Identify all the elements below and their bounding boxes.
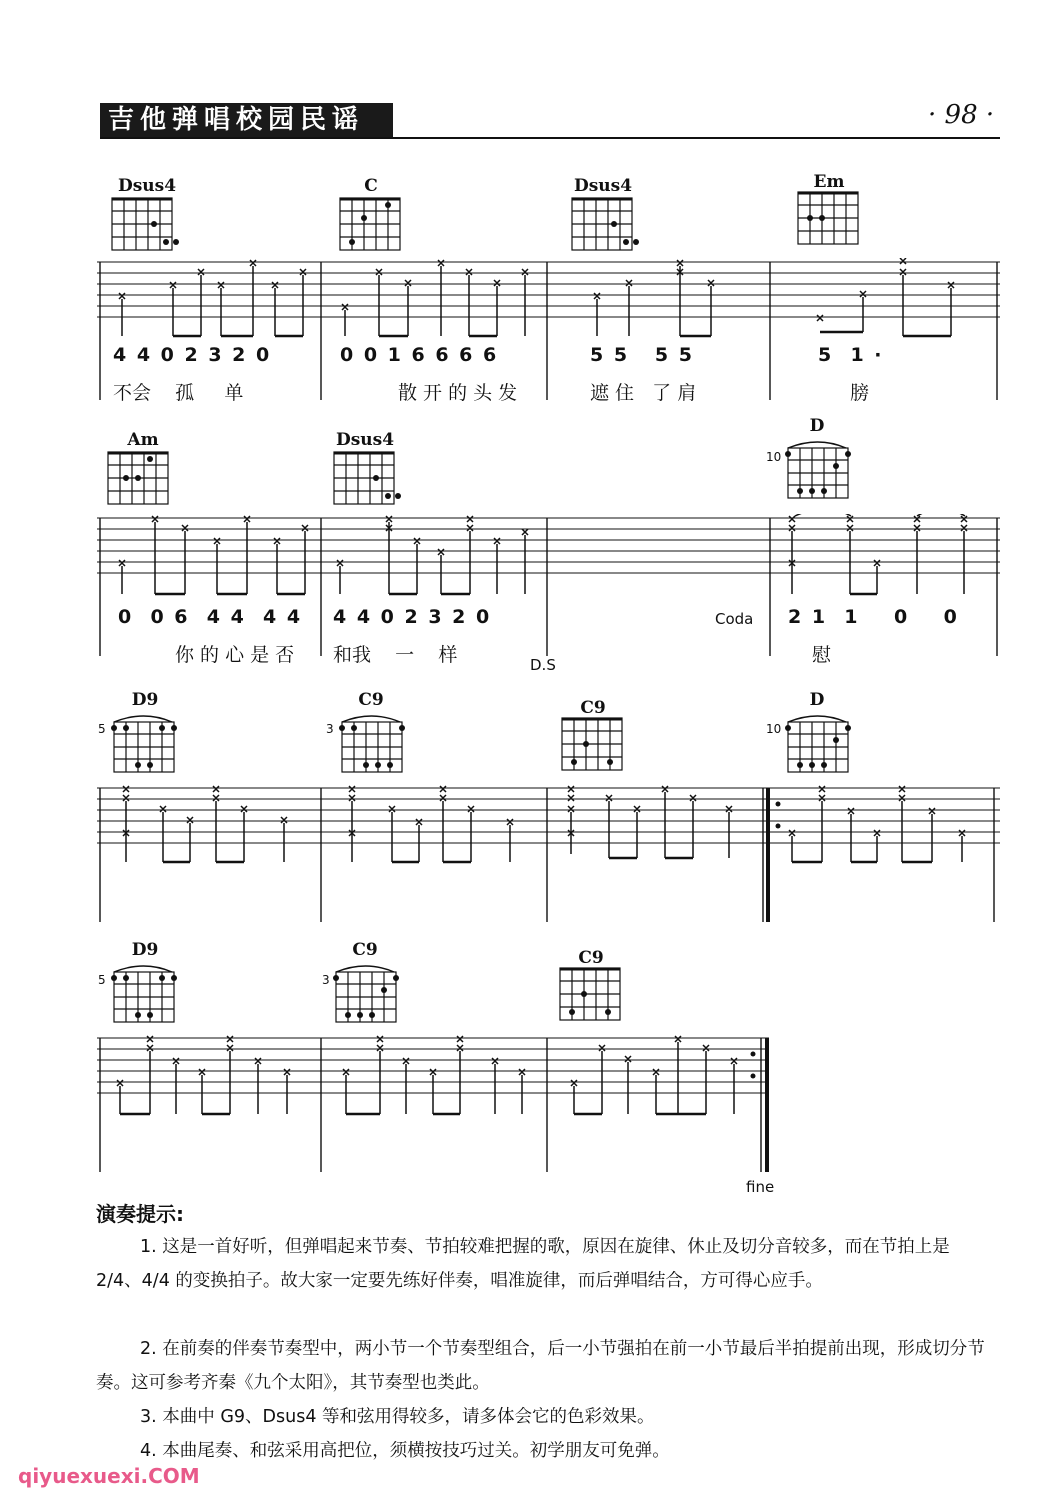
chord-diagram bbox=[330, 960, 410, 1024]
chord-label: D bbox=[809, 690, 825, 710]
jianpu-line: 0 0 6 4 4 4 4 bbox=[118, 606, 303, 628]
fine-mark: fine bbox=[746, 1178, 775, 1196]
chord-diagram bbox=[796, 190, 868, 248]
tips-title: 演奏提示: bbox=[96, 1202, 184, 1226]
chord-label: C bbox=[364, 176, 378, 196]
chord-diagram bbox=[108, 960, 188, 1024]
chord-label: D9 bbox=[131, 690, 159, 710]
page-number: · 98 · bbox=[928, 100, 995, 130]
tab-staff bbox=[97, 514, 1000, 659]
chord-diagram bbox=[560, 716, 632, 774]
chord-diagram bbox=[338, 196, 410, 254]
chord-diagram bbox=[110, 196, 182, 254]
chord-diagram bbox=[782, 436, 862, 500]
chord-fret-position: 10 bbox=[766, 722, 782, 736]
tab-staff bbox=[97, 1034, 1000, 1174]
chord-label: Am bbox=[127, 430, 159, 450]
chord-label: Dsus4 bbox=[335, 430, 395, 450]
chord-fret-position: 5 bbox=[98, 722, 106, 736]
jianpu-line: 2 1 1 0 0 bbox=[788, 606, 959, 628]
chord-diagram bbox=[106, 450, 178, 508]
tip-paragraph: 2. 在前奏的伴奏节奏型中，两小节一个节奏型组合，后一小节强拍在前一小节最后半拍提前出现，形成切分节奏。这可参考齐秦《九个太阳》，其节奏型也类此。 bbox=[96, 1339, 985, 1393]
book-title-band: 吉他弹唱校园民谣 bbox=[100, 103, 393, 137]
lyric-line: 和我 一 样 bbox=[333, 644, 458, 666]
lyric-line: 你 的 心 是 否 bbox=[175, 644, 295, 666]
coda-mark: Coda bbox=[715, 610, 754, 628]
tip-paragraph: 4. 本曲尾奏、和弦采用高把位，须横按技巧过关。初学朋友可免弹。 bbox=[140, 1441, 670, 1461]
chord-diagram bbox=[570, 196, 642, 254]
chord-label: C9 bbox=[580, 698, 606, 718]
jianpu-line: 5 5 5 5 bbox=[590, 344, 694, 366]
chord-label: Em bbox=[813, 172, 845, 192]
header-rule bbox=[100, 137, 1000, 139]
chord-fret-position: 3 bbox=[322, 973, 330, 987]
chord-label: C9 bbox=[578, 948, 604, 968]
lyric-line: 慰 bbox=[812, 644, 832, 666]
chord-diagram bbox=[336, 710, 416, 774]
lyric-line: 遮 住 了 肩 bbox=[590, 382, 697, 404]
chord-label: Dsus4 bbox=[573, 176, 633, 196]
chord-label: D bbox=[809, 416, 825, 436]
chord-diagram bbox=[558, 966, 630, 1024]
chord-label: C9 bbox=[358, 690, 384, 710]
lyric-line: 不会 孤 单 bbox=[113, 382, 244, 404]
ds-mark: D.S bbox=[530, 656, 556, 674]
jianpu-line: 4 4 0 2 3 2 0 bbox=[333, 606, 492, 628]
chord-diagram bbox=[332, 450, 404, 508]
site-watermark: qiyuexuexi.COM bbox=[18, 1464, 200, 1488]
chord-diagram bbox=[782, 710, 862, 774]
lyric-line: 膀 bbox=[850, 382, 870, 404]
chord-label: Dsus4 bbox=[117, 176, 177, 196]
jianpu-line: 5 1 · bbox=[818, 344, 884, 366]
tip-paragraph: 1. 这是一首好听，但弹唱起来节奏、节拍较难把握的歌，原因在旋律、休止及切分音较多，而在节拍上是 2/4、4/4 的变换拍子。故大家一定要先练好伴奏，唱准旋律，而后弹唱结合，方可得心应手。 bbox=[96, 1237, 950, 1291]
chord-label: D9 bbox=[131, 940, 159, 960]
jianpu-line: 0 0 1 6 6 6 6 bbox=[340, 344, 499, 366]
chord-fret-position: 5 bbox=[98, 973, 106, 987]
tip-paragraph: 3. 本曲中 G9、Dsus4 等和弦用得较多，请多体会它的色彩效果。 bbox=[140, 1407, 655, 1427]
chord-diagram bbox=[108, 710, 188, 774]
tab-staff bbox=[97, 784, 1000, 924]
chord-fret-position: 10 bbox=[766, 450, 782, 464]
chord-fret-position: 3 bbox=[326, 722, 334, 736]
jianpu-line: 4 4 0 2 3 2 0 bbox=[113, 344, 272, 366]
lyric-line: 散 开 的 头 发 bbox=[398, 382, 518, 404]
chord-label: C9 bbox=[352, 940, 378, 960]
